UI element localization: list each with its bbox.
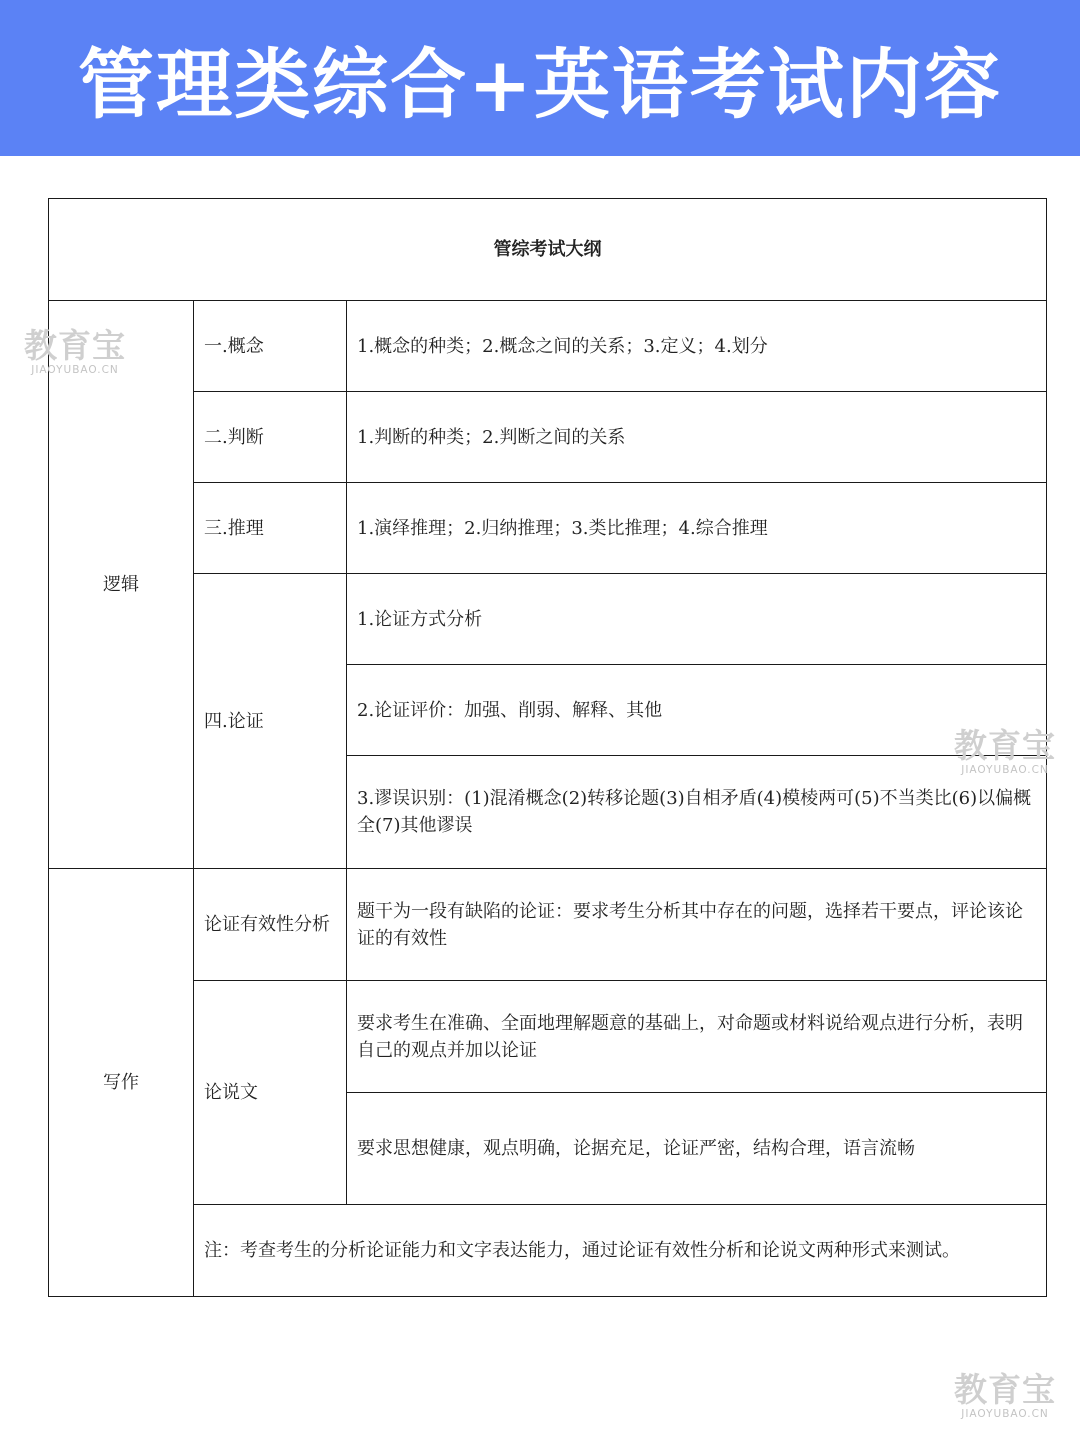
topic-concept: 一.概念 — [194, 301, 347, 392]
table-title: 管综考试大纲 — [49, 199, 1047, 301]
exam-outline-table — [48, 198, 1047, 1297]
content-reasoning: 1.演绎推理；2.归纳推理；3.类比推理；4.综合推理 — [347, 483, 1047, 574]
content-argument-2: 2.论证评价：加强、削弱、解释、其他 — [347, 665, 1047, 756]
content-concept: 1.概念的种类；2.概念之间的关系；3.定义；4.划分 — [347, 301, 1047, 392]
category-writing: 写作 — [49, 869, 194, 1297]
header-banner — [0, 0, 1080, 156]
content-argument-3: 3.谬误识别：(1)混淆概念(2)转移论题(3)自相矛盾(4)模棱两可(5)不当类比(6)以偏概全(7)其他谬误 — [347, 756, 1047, 869]
topic-reasoning: 三.推理 — [194, 483, 347, 574]
content-judgment: 1.判断的种类；2.判断之间的关系 — [347, 392, 1047, 483]
watermark-logo: 教育宝 JIAOYUBAO.CN — [954, 726, 1056, 776]
writing-note: 注：考查考生的分析论证能力和文字表达能力，通过论证有效性分析和论说文两种形式来测试。 — [194, 1205, 1047, 1297]
content-essay-1: 要求考生在准确、全面地理解题意的基础上，对命题或材料说给观点进行分析，表明自己的观点并加以论证 — [347, 981, 1047, 1093]
category-logic: 逻辑 — [49, 301, 194, 869]
content-argument-analysis: 题干为一段有缺陷的论证：要求考生分析其中存在的问题，选择若干要点，评论该论证的有效性 — [347, 869, 1047, 981]
content-essay-2: 要求思想健康，观点明确，论据充足，论证严密，结构合理，语言流畅 — [347, 1093, 1047, 1205]
topic-essay: 论说文 — [194, 981, 347, 1205]
content-argument-1: 1.论证方式分析 — [347, 574, 1047, 665]
watermark-logo: 教育宝 JIAOYUBAO.CN — [954, 1370, 1056, 1420]
topic-judgment: 二.判断 — [194, 392, 347, 483]
topic-argument-analysis: 论证有效性分析 — [194, 869, 347, 981]
watermark-logo: 教育宝 JIAOYUBAO.CN — [24, 326, 126, 376]
topic-argument: 四.论证 — [194, 574, 347, 869]
page-title: 管理类综合+英语考试内容 — [78, 39, 1002, 129]
